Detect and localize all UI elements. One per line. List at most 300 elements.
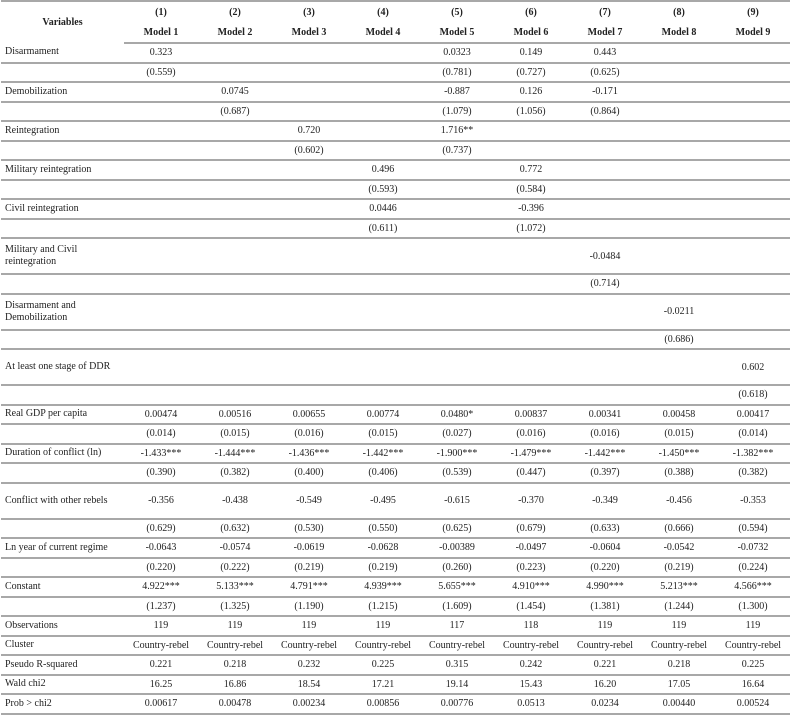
row-label: [1, 219, 124, 239]
table-cell: [716, 219, 790, 239]
model-number-header: (3): [272, 1, 346, 22]
table-cell: -0.0574: [198, 538, 272, 558]
table-cell: (0.400): [272, 463, 346, 483]
table-cell: (0.224): [716, 558, 790, 578]
table-cell: (0.584): [494, 180, 568, 200]
table-cell: -0.349: [568, 483, 642, 519]
row-label: [1, 385, 124, 405]
table-cell: [346, 141, 420, 161]
table-cell: -1.442***: [568, 444, 642, 464]
table-cell: 0.00837: [494, 405, 568, 425]
table-cell: 17.05: [642, 675, 716, 695]
table-cell: 16.20: [568, 675, 642, 695]
table-cell: (0.390): [124, 463, 198, 483]
table-cell: 0.00234: [272, 694, 346, 714]
table-cell: [420, 330, 494, 350]
table-cell: 5.655***: [420, 577, 494, 597]
model-name-header: Model 6: [494, 22, 568, 43]
regression-results-table: [1, 0, 790, 715]
table-cell: 119: [124, 616, 198, 636]
table-cell: 16.86: [198, 675, 272, 695]
table-cell: -0.438: [198, 483, 272, 519]
table-cell: [198, 160, 272, 180]
table-cell: -0.370: [494, 483, 568, 519]
table-cell: 0.218: [198, 655, 272, 675]
table-cell: (0.016): [272, 424, 346, 444]
table-row: [1, 405, 790, 425]
table-row-std-error: [1, 141, 790, 161]
table-cell: (0.014): [716, 424, 790, 444]
table-cell: 0.00617: [124, 694, 198, 714]
model-name-header: Model 7: [568, 22, 642, 43]
table-cell: [494, 330, 568, 350]
table-row-std-error: [1, 330, 790, 350]
table-cell: [568, 219, 642, 239]
table-row: [1, 43, 790, 63]
row-label: [1, 519, 124, 539]
table-cell: [568, 121, 642, 141]
table-cell: 0.00341: [568, 405, 642, 425]
table-cell: [272, 294, 346, 330]
table-cell: [272, 274, 346, 294]
table-cell: [272, 180, 346, 200]
table-cell: (1.609): [420, 597, 494, 617]
table-cell: 0.221: [568, 655, 642, 675]
table-cell: Country-rebel: [642, 636, 716, 656]
table-cell: (0.593): [346, 180, 420, 200]
table-cell: (0.666): [642, 519, 716, 539]
table-cell: [716, 330, 790, 350]
model-number-header: (2): [198, 1, 272, 22]
table-cell: [124, 385, 198, 405]
table-row: [1, 538, 790, 558]
table-cell: 119: [272, 616, 346, 636]
model-name-header: Model 9: [716, 22, 790, 43]
table-cell: -0.353: [716, 483, 790, 519]
row-label: [1, 274, 124, 294]
model-number-header: (4): [346, 1, 420, 22]
table-cell: 4.990***: [568, 577, 642, 597]
table-cell: (1.381): [568, 597, 642, 617]
table-cell: [642, 385, 716, 405]
table-cell: (0.633): [568, 519, 642, 539]
table-cell: (0.219): [272, 558, 346, 578]
model-name-header: Model 4: [346, 22, 420, 43]
table-cell: [346, 294, 420, 330]
table-cell: 1.716**: [420, 121, 494, 141]
model-number-header: (5): [420, 1, 494, 22]
model-number-header: (9): [716, 1, 790, 22]
table-cell: [642, 180, 716, 200]
row-label: Ln year of current regime: [1, 538, 124, 558]
table-cell: 119: [568, 616, 642, 636]
table-cell: 0.496: [346, 160, 420, 180]
row-label: At least one stage of DDR: [1, 349, 124, 385]
table-cell: [716, 82, 790, 102]
table-cell: (0.260): [420, 558, 494, 578]
table-cell: (1.056): [494, 102, 568, 122]
model-name-header: Model 2: [198, 22, 272, 43]
table-cell: -0.0211: [642, 294, 716, 330]
table-cell: [716, 274, 790, 294]
table-cell: [346, 121, 420, 141]
table-cell: -0.495: [346, 483, 420, 519]
table-cell: (0.864): [568, 102, 642, 122]
table-cell: [198, 199, 272, 219]
table-row: [1, 238, 790, 274]
table-cell: [494, 294, 568, 330]
table-cell: -0.0484: [568, 238, 642, 274]
table-row: [1, 483, 790, 519]
table-cell: 0.443: [568, 43, 642, 63]
table-row-std-error: [1, 63, 790, 83]
table-cell: 0.0745: [198, 82, 272, 102]
table-cell: Country-rebel: [420, 636, 494, 656]
model-number-header: (1): [124, 1, 198, 22]
model-number-header: (7): [568, 1, 642, 22]
table-cell: -0.171: [568, 82, 642, 102]
table-cell: 4.910***: [494, 577, 568, 597]
table-cell: (0.737): [420, 141, 494, 161]
table-cell: -1.479***: [494, 444, 568, 464]
table-cell: Country-rebel: [346, 636, 420, 656]
table-cell: (0.222): [198, 558, 272, 578]
table-cell: [642, 160, 716, 180]
row-label: Military and Civil reintegration: [1, 238, 124, 274]
table-cell: [642, 82, 716, 102]
table-cell: 0.0480*: [420, 405, 494, 425]
row-label: Disarmament and Demobilization: [1, 294, 124, 330]
table-cell: 0.232: [272, 655, 346, 675]
table-cell: (0.223): [494, 558, 568, 578]
table-cell: (0.015): [642, 424, 716, 444]
table-cell: 0.0446: [346, 199, 420, 219]
table-cell: (0.406): [346, 463, 420, 483]
table-row: [1, 82, 790, 102]
table-cell: [716, 294, 790, 330]
table-cell: (0.714): [568, 274, 642, 294]
table-cell: [494, 274, 568, 294]
table-cell: 0.218: [642, 655, 716, 675]
table-cell: -0.0542: [642, 538, 716, 558]
table-cell: (0.625): [568, 63, 642, 83]
table-cell: [642, 63, 716, 83]
table-cell: [420, 199, 494, 219]
table-cell: 0.00776: [420, 694, 494, 714]
row-label: Reintegration: [1, 121, 124, 141]
table-row-std-error: [1, 274, 790, 294]
table-cell: Country-rebel: [198, 636, 272, 656]
variables-header: Variables: [1, 1, 124, 43]
table-row: [1, 694, 790, 714]
table-cell: (0.014): [124, 424, 198, 444]
table-cell: 0.00524: [716, 694, 790, 714]
table-cell: [494, 238, 568, 274]
table-cell: (0.530): [272, 519, 346, 539]
table-cell: [642, 121, 716, 141]
table-cell: 0.00417: [716, 405, 790, 425]
table-row-std-error: [1, 463, 790, 483]
table-row: [1, 577, 790, 597]
table-cell: (0.781): [420, 63, 494, 83]
table-cell: -0.0732: [716, 538, 790, 558]
table-cell: 0.00856: [346, 694, 420, 714]
table-cell: [568, 160, 642, 180]
table-cell: [124, 160, 198, 180]
table-cell: [198, 180, 272, 200]
table-cell: (0.015): [346, 424, 420, 444]
model-name-header: Model 5: [420, 22, 494, 43]
table-cell: (0.220): [568, 558, 642, 578]
table-cell: [346, 238, 420, 274]
table-cell: [198, 349, 272, 385]
table-cell: 0.00458: [642, 405, 716, 425]
table-cell: (0.550): [346, 519, 420, 539]
table-cell: 4.922***: [124, 577, 198, 597]
table-cell: Country-rebel: [494, 636, 568, 656]
table-cell: [420, 294, 494, 330]
table-row: [1, 444, 790, 464]
table-cell: 119: [198, 616, 272, 636]
table-cell: [124, 199, 198, 219]
table-cell: 0.126: [494, 82, 568, 102]
table-cell: (0.618): [716, 385, 790, 405]
table-cell: 0.149: [494, 43, 568, 63]
table-cell: (0.679): [494, 519, 568, 539]
table-cell: [568, 330, 642, 350]
table-cell: 0.323: [124, 43, 198, 63]
table-cell: (0.382): [198, 463, 272, 483]
table-row: [1, 294, 790, 330]
table-cell: [642, 141, 716, 161]
table-cell: -1.450***: [642, 444, 716, 464]
table-cell: 5.133***: [198, 577, 272, 597]
table-cell: (0.594): [716, 519, 790, 539]
table-cell: -1.900***: [420, 444, 494, 464]
table-cell: [568, 180, 642, 200]
table-cell: (0.016): [568, 424, 642, 444]
table-cell: [420, 349, 494, 385]
table-row: [1, 199, 790, 219]
table-cell: [124, 102, 198, 122]
table-cell: [198, 385, 272, 405]
table-cell: [124, 330, 198, 350]
table-cell: (1.190): [272, 597, 346, 617]
table-cell: [420, 160, 494, 180]
table-cell: 5.213***: [642, 577, 716, 597]
row-label: Pseudo R-squared: [1, 655, 124, 675]
table-cell: (0.539): [420, 463, 494, 483]
table-cell: [568, 385, 642, 405]
table-cell: (1.072): [494, 219, 568, 239]
row-label: [1, 330, 124, 350]
row-label: [1, 463, 124, 483]
table-cell: 0.242: [494, 655, 568, 675]
table-row-std-error: [1, 424, 790, 444]
table-cell: [198, 63, 272, 83]
table-cell: [198, 294, 272, 330]
table-cell: 0.00474: [124, 405, 198, 425]
table-cell: [346, 63, 420, 83]
table-cell: -0.00389: [420, 538, 494, 558]
table-cell: (1.215): [346, 597, 420, 617]
table-cell: -1.382***: [716, 444, 790, 464]
table-cell: [198, 238, 272, 274]
row-label: Observations: [1, 616, 124, 636]
table-cell: 119: [642, 616, 716, 636]
table-cell: 0.0513: [494, 694, 568, 714]
table-cell: (1.300): [716, 597, 790, 617]
table-cell: [642, 349, 716, 385]
table-cell: [420, 219, 494, 239]
table-cell: [272, 160, 346, 180]
header-row-numbers: [1, 1, 790, 22]
table-cell: (0.027): [420, 424, 494, 444]
table-cell: 0.00655: [272, 405, 346, 425]
model-name-header: Model 8: [642, 22, 716, 43]
row-label: Prob > chi2: [1, 694, 124, 714]
table-cell: (1.244): [642, 597, 716, 617]
table-cell: Country-rebel: [272, 636, 346, 656]
table-row-std-error: [1, 180, 790, 200]
row-label: [1, 141, 124, 161]
table-cell: -0.887: [420, 82, 494, 102]
model-name-header: Model 1: [124, 22, 198, 43]
table-cell: [198, 219, 272, 239]
table-cell: 0.772: [494, 160, 568, 180]
table-cell: [642, 219, 716, 239]
table-row: [1, 675, 790, 695]
table-row-std-error: [1, 385, 790, 405]
row-label: Constant: [1, 577, 124, 597]
table-cell: [272, 385, 346, 405]
table-cell: Country-rebel: [568, 636, 642, 656]
table-cell: (1.454): [494, 597, 568, 617]
row-label: [1, 558, 124, 578]
table-cell: 15.43: [494, 675, 568, 695]
table-cell: -0.0643: [124, 538, 198, 558]
table-cell: [124, 82, 198, 102]
table-cell: [272, 43, 346, 63]
row-label: [1, 63, 124, 83]
table-cell: 118: [494, 616, 568, 636]
table-row-std-error: [1, 519, 790, 539]
table-cell: 0.720: [272, 121, 346, 141]
model-name-header: Model 3: [272, 22, 346, 43]
table-cell: [346, 385, 420, 405]
model-number-header: (6): [494, 1, 568, 22]
table-cell: [716, 141, 790, 161]
table-cell: 18.54: [272, 675, 346, 695]
table-cell: [124, 238, 198, 274]
table-cell: [346, 82, 420, 102]
table-cell: [494, 121, 568, 141]
table-row-std-error: [1, 102, 790, 122]
table-cell: [716, 238, 790, 274]
table-cell: [642, 199, 716, 219]
table-cell: [272, 219, 346, 239]
table-cell: (0.388): [642, 463, 716, 483]
table-cell: [198, 121, 272, 141]
table-cell: (0.727): [494, 63, 568, 83]
table-cell: [494, 349, 568, 385]
table-cell: 16.64: [716, 675, 790, 695]
table-row: [1, 160, 790, 180]
table-cell: [124, 180, 198, 200]
table-cell: (0.220): [124, 558, 198, 578]
table-cell: (0.559): [124, 63, 198, 83]
row-label: Real GDP per capita: [1, 405, 124, 425]
table-cell: 119: [716, 616, 790, 636]
table-cell: (1.237): [124, 597, 198, 617]
table-cell: [716, 102, 790, 122]
table-cell: [494, 141, 568, 161]
table-cell: 0.00516: [198, 405, 272, 425]
table-cell: [568, 294, 642, 330]
table-cell: [716, 43, 790, 63]
table-row: [1, 616, 790, 636]
table-row: [1, 655, 790, 675]
table-cell: 4.939***: [346, 577, 420, 597]
row-label: [1, 102, 124, 122]
table-cell: (0.219): [642, 558, 716, 578]
table-cell: [716, 121, 790, 141]
table-cell: [124, 294, 198, 330]
table-cell: 0.0323: [420, 43, 494, 63]
table-cell: (0.632): [198, 519, 272, 539]
table-row: [1, 349, 790, 385]
table-cell: (0.382): [716, 463, 790, 483]
row-label: Cluster: [1, 636, 124, 656]
table-cell: [346, 43, 420, 63]
table-cell: 16.25: [124, 675, 198, 695]
row-label: Civil reintegration: [1, 199, 124, 219]
table-cell: (0.629): [124, 519, 198, 539]
table-cell: -0.0497: [494, 538, 568, 558]
table-cell: [346, 349, 420, 385]
row-label: [1, 180, 124, 200]
table-cell: 0.00478: [198, 694, 272, 714]
table-cell: 0.602: [716, 349, 790, 385]
table-cell: 0.00440: [642, 694, 716, 714]
table-cell: -1.433***: [124, 444, 198, 464]
table-body: [1, 43, 790, 714]
table-cell: [124, 219, 198, 239]
table-cell: -0.0604: [568, 538, 642, 558]
table-cell: [124, 349, 198, 385]
table-cell: [716, 199, 790, 219]
table-cell: (0.625): [420, 519, 494, 539]
table-cell: [124, 141, 198, 161]
table-cell: 0.225: [346, 655, 420, 675]
row-label: Demobilization: [1, 82, 124, 102]
table-cell: 0.221: [124, 655, 198, 675]
table-cell: 4.566***: [716, 577, 790, 597]
row-label: Military reintegration: [1, 160, 124, 180]
table-cell: (0.602): [272, 141, 346, 161]
table-cell: (0.687): [198, 102, 272, 122]
table-cell: [420, 238, 494, 274]
table-cell: [420, 274, 494, 294]
table-cell: [272, 238, 346, 274]
table-cell: [272, 63, 346, 83]
table-cell: -1.436***: [272, 444, 346, 464]
model-number-header: (8): [642, 1, 716, 22]
table-row-std-error: [1, 558, 790, 578]
table-cell: [568, 349, 642, 385]
table-cell: [198, 43, 272, 63]
table-cell: -0.0619: [272, 538, 346, 558]
